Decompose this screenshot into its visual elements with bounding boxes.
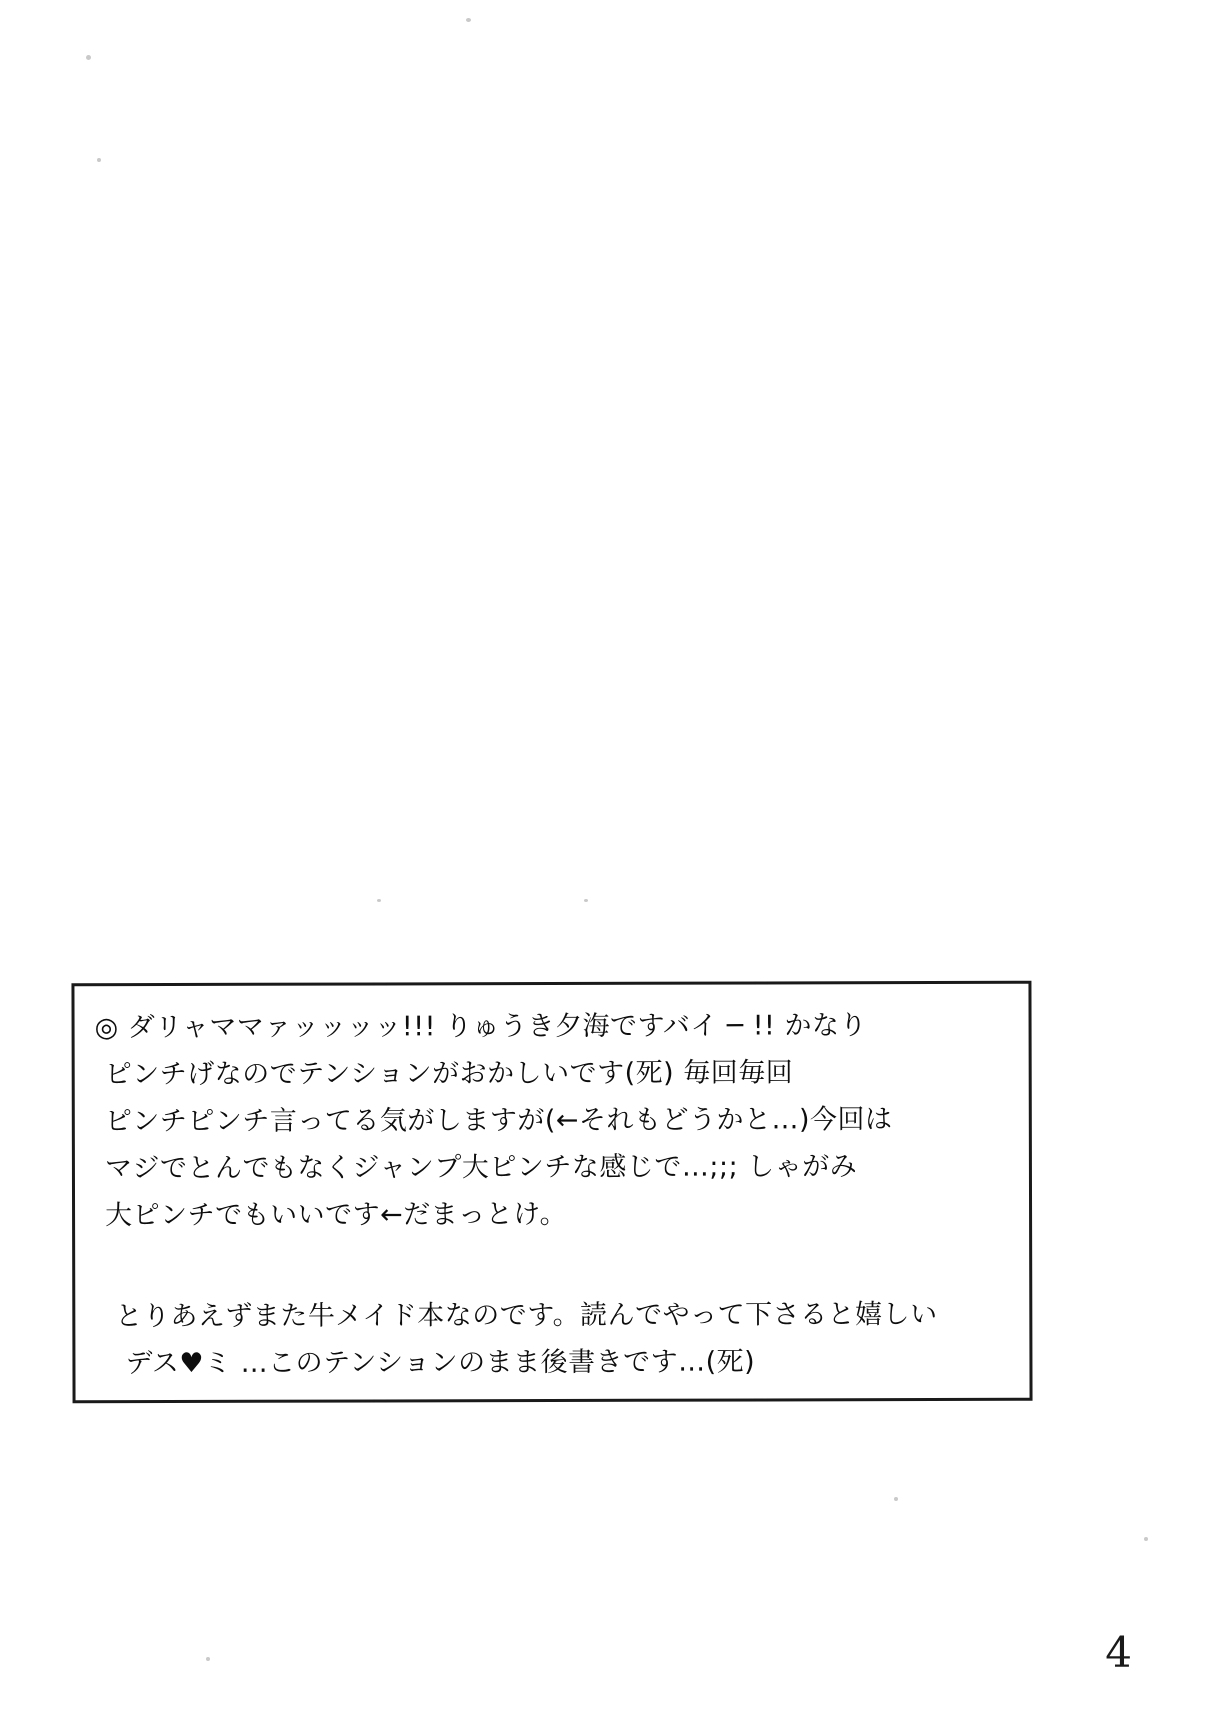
afterword-line: 大ピンチでもいいです←だまっとけ。 (105, 1198, 568, 1232)
afterword-paragraph-1 (95, 1002, 1012, 1239)
afterword-line: ◎ ダリャママァッッッッ!!! りゅうき夕海ですバイ ─ !! かなり (94, 1010, 867, 1044)
afterword-line: ピンチげなのでテンションがおかしいです(死) 毎回毎回 (104, 1057, 794, 1091)
afterword-paragraph-2 (95, 1291, 1011, 1387)
scan-speck (894, 1497, 898, 1501)
afterword-note-content (95, 1002, 1012, 1386)
scan-speck (466, 18, 471, 22)
scan-speck (97, 158, 101, 162)
scan-speck (377, 899, 381, 902)
afterword-note-box (71, 981, 1032, 1404)
afterword-line: マジでとんでもなくジャンプ大ピンチな感じで…;;; しゃがみ (104, 1151, 858, 1185)
scan-speck (584, 899, 588, 902)
page-number: 4 (1105, 1628, 1132, 1677)
afterword-line: デス♥ミ …このテンションのまま後書きです…(死) (125, 1346, 756, 1380)
scan-speck (206, 1657, 210, 1661)
scan-speck (1144, 1537, 1148, 1541)
scan-speck (86, 55, 91, 60)
afterword-line: とりあえずまた牛メイド本なのです。読んでやって下さると嬉しい (115, 1298, 938, 1333)
afterword-line: ピンチピンチ言ってる気がしますが(←それもどうかと…)今回は (104, 1104, 893, 1138)
